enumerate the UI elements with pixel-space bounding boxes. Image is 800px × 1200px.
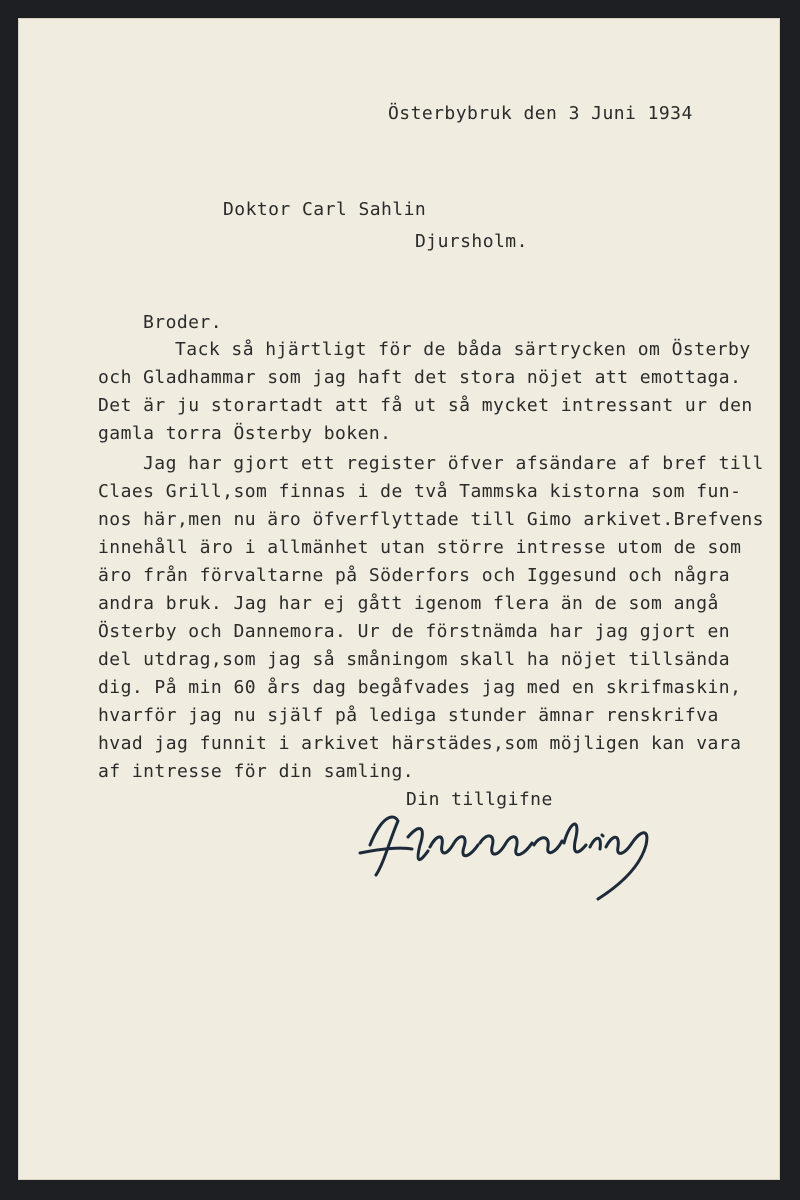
salutation: Broder. — [143, 312, 223, 333]
body-line: Jag har gjort ett register öfver afsändare af bref till — [143, 453, 764, 474]
body-line: gamla torra Österby boken. — [98, 423, 392, 444]
letter-page — [18, 18, 780, 1180]
body-line: Det är ju storartadt att få ut så mycket intressant ur den — [98, 395, 753, 416]
body-line: innehåll äro i allmänhet utan större intresse utom de som — [98, 537, 742, 558]
recipient-place: Djursholm. — [415, 231, 528, 252]
body-line: nos här,men nu äro öfverflyttade till Gimo arkivet.Brefvens — [98, 509, 764, 530]
recipient-name: Doktor Carl Sahlin — [223, 199, 427, 220]
body-line: och Gladhammar som jag haft det stora nöjet att emottaga. — [98, 367, 742, 388]
body-line: äro från förvaltarne på Söderfors och Iggesund och några — [98, 565, 731, 586]
closing: Din tillgifne — [406, 789, 553, 810]
body-line: Österby och Dannemora. Ur de förstnämda har jag gjort en — [98, 621, 731, 642]
handwritten-signature — [350, 805, 670, 905]
body-line: andra bruk. Jag har ej gått igenom flera än de som angå — [98, 593, 719, 614]
body-line: hvarför jag nu själf på lediga stunder ämnar renskrifva — [98, 705, 719, 726]
body-line: Claes Grill,som finnas i de två Tammska kistorna som fun- — [98, 481, 742, 502]
body-line: af intresse för din samling. — [98, 761, 415, 782]
body-line: hvad jag funnit i arkivet härstädes,som möjligen kan vara — [98, 733, 742, 754]
body-line: Tack så hjärtligt för de båda särtrycken om Österby — [175, 339, 751, 360]
dateline: Österbybruk den 3 Juni 1934 — [388, 103, 693, 124]
body-line: del utdrag,som jag så småningom skall ha nöjet tillsända — [98, 649, 731, 670]
body-line: dig. På min 60 års dag begåfvades jag med en skrifmaskin, — [98, 677, 742, 698]
signature-graphic — [350, 805, 670, 905]
